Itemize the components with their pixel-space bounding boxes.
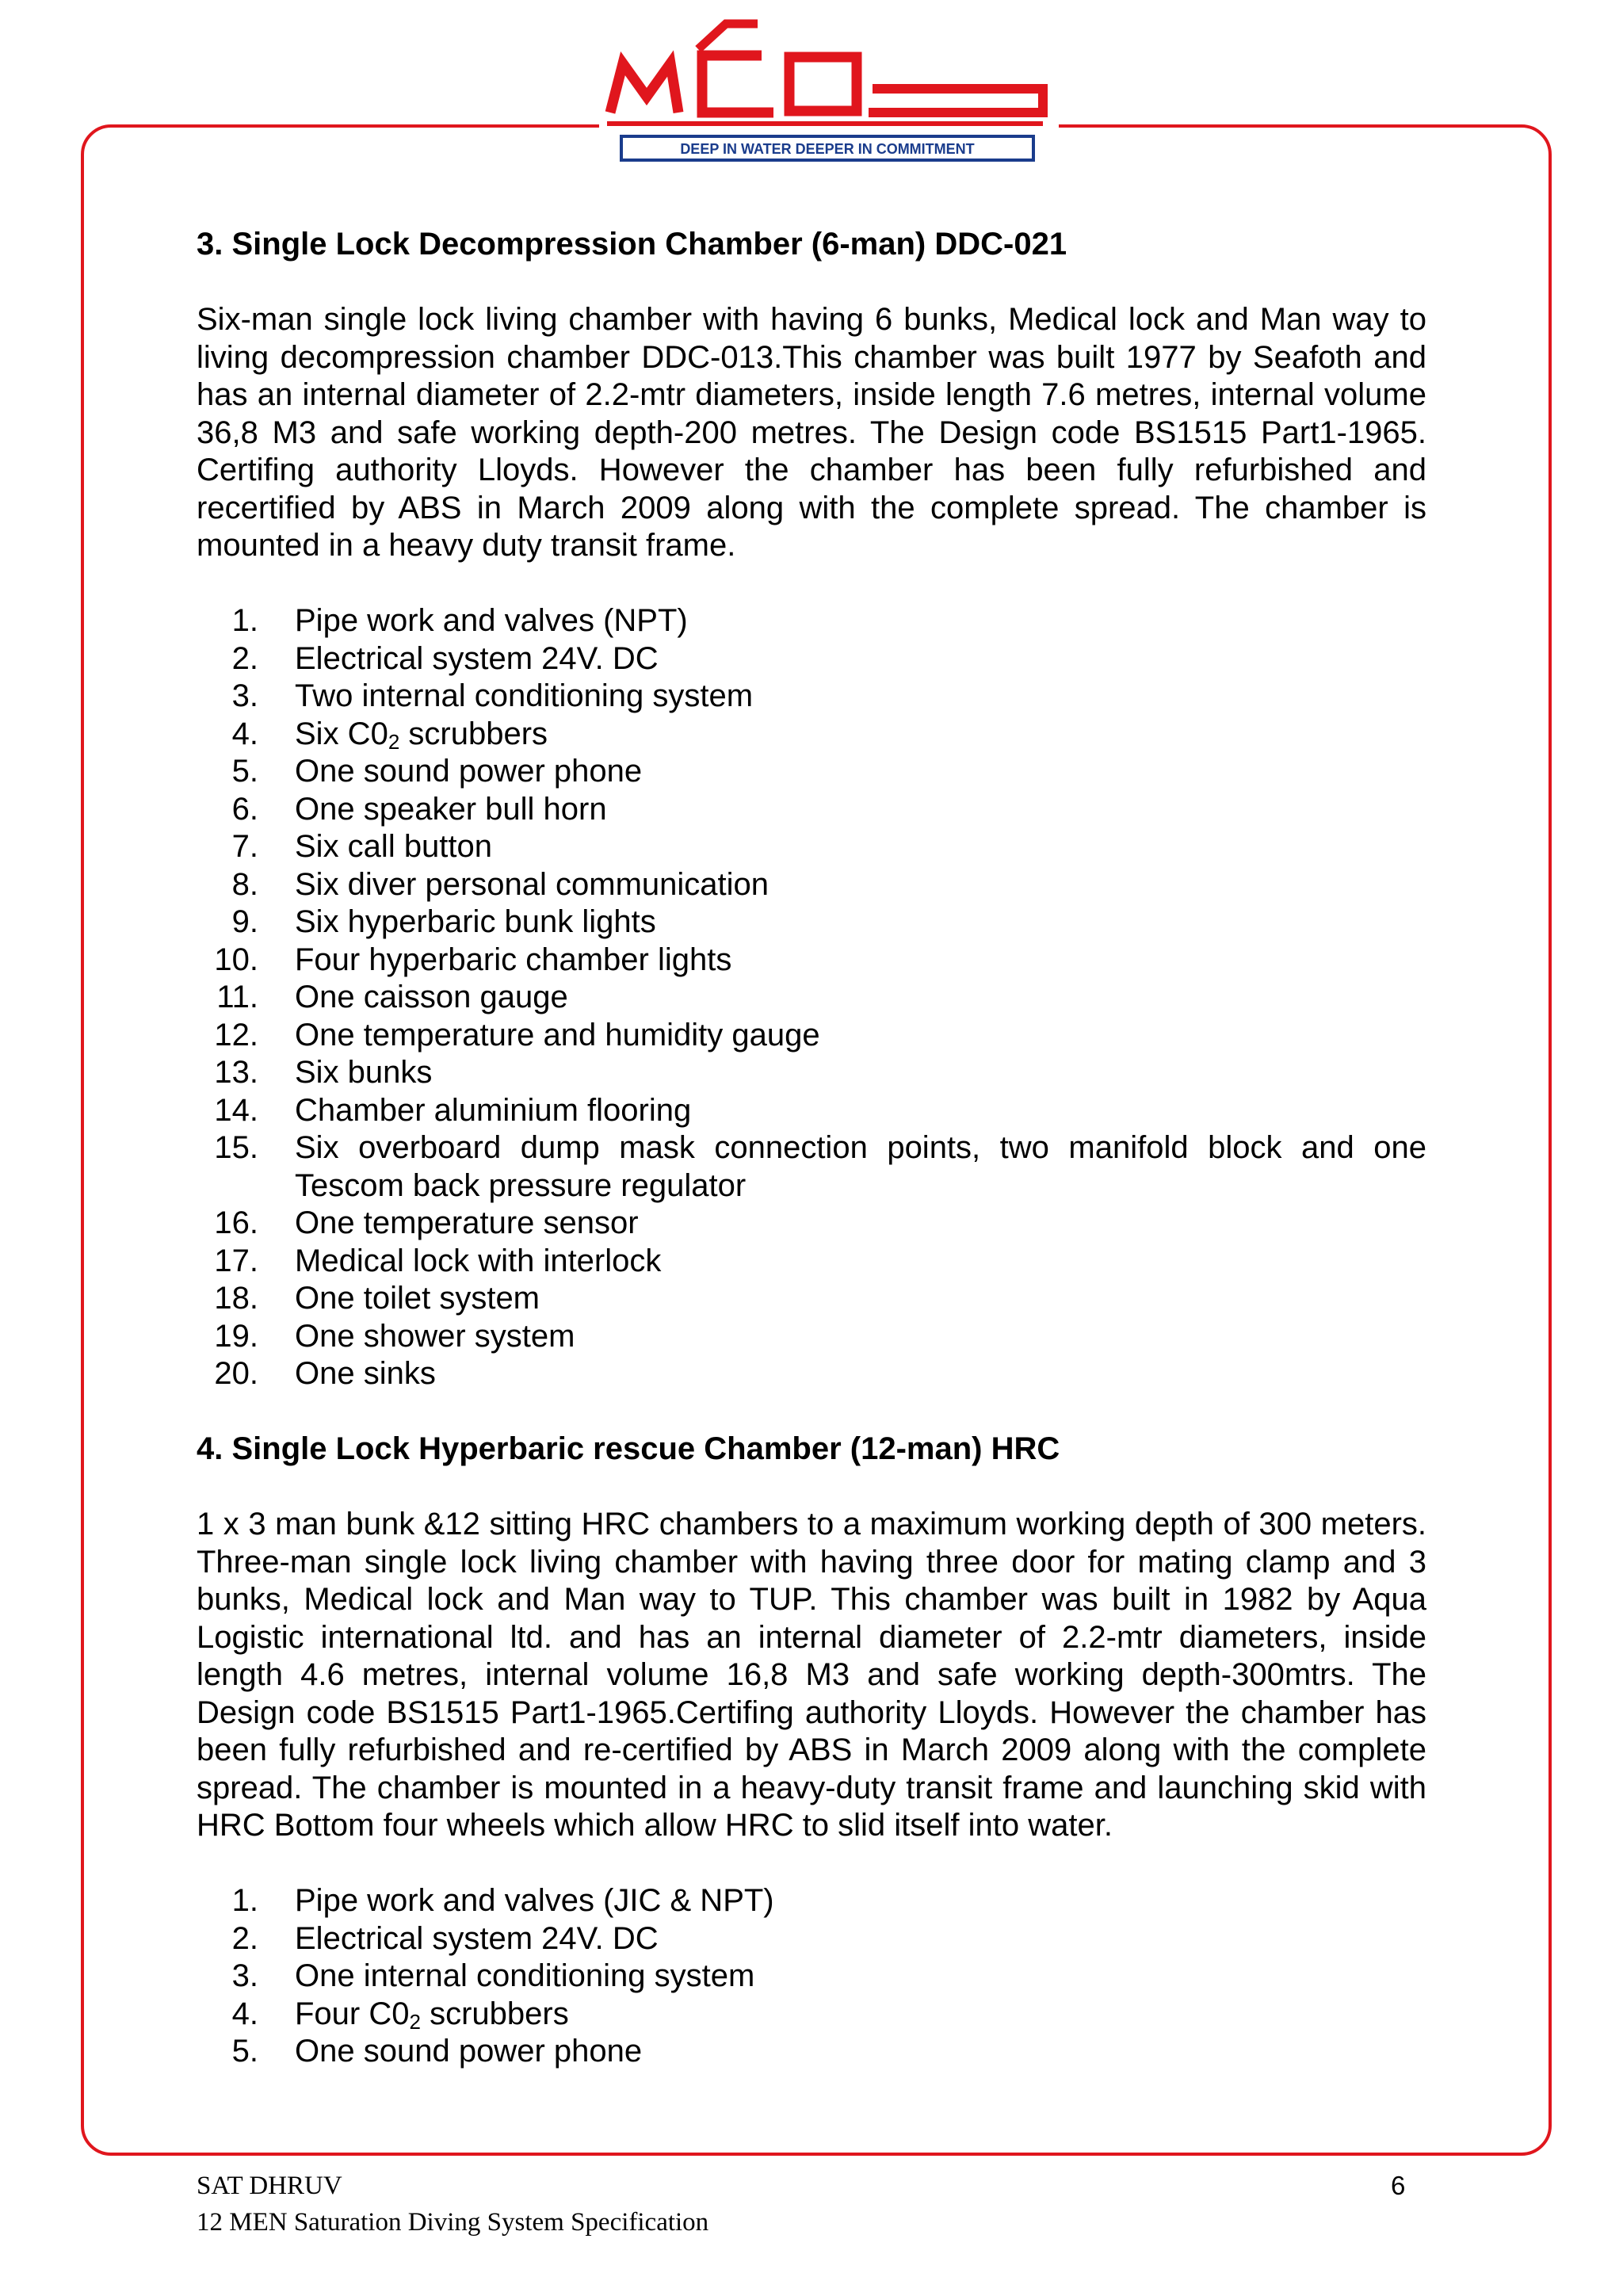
- list-item-number: 13.: [214, 1055, 258, 1090]
- list-item-number: 7.: [231, 829, 258, 864]
- list-item-number: 3.: [231, 678, 258, 713]
- list-item: [197, 1996, 1426, 2034]
- section4-paragraph: 1 x 3 man bunk &12 sitting HRC chambers to a maximum working depth of 300 meters. Three-man single lock living chamber with having three door for mating clamp and 3 bunks, Medical lock and Man way to TUP. This chamber was built in 1982 by Aqua Logistic international ltd. and has an internal diameter of 2.2-mtr diameters, inside length 4.6 metres, internal volume 16,8 M3 and safe working depth-300mtrs. The Design code BS1515 Part1-1965.Certifing authority Lloyds. However the chamber has been fully refurbished and re-certified by ABS in March 2009 along with the complete spread. The chamber is mounted in a heavy-duty transit frame and launching skid with HRC Bottom four wheels which allow HRC to slid itself into water.: [197, 1507, 1426, 1843]
- page-number: 6: [1391, 2171, 1406, 2200]
- list-item-number: 2.: [231, 640, 258, 676]
- list-item-text: Two internal conditioning system: [295, 678, 754, 713]
- list-item: [197, 678, 1426, 716]
- list-item-text: Six diver personal communication: [295, 866, 769, 902]
- footer-title: SAT DHRUV: [197, 2172, 342, 2200]
- list-item: [197, 2033, 1426, 2071]
- list-item: [197, 828, 1426, 866]
- list-item-text: Pipe work and valves (NPT): [295, 603, 688, 638]
- list-item: [197, 1355, 1426, 1393]
- list-item-text: One temperature and humidity gauge: [295, 1017, 820, 1052]
- document-body: [197, 226, 1426, 2071]
- list-item-text: One speaker bull horn: [295, 791, 607, 827]
- list-item-text: Four hyperbaric chamber lights: [295, 942, 732, 977]
- list-item: [197, 942, 1426, 980]
- list-item: [197, 1882, 1426, 1920]
- list-item: [197, 1920, 1426, 1958]
- list-item-number: 1.: [231, 1883, 258, 1918]
- footer-subtitle: 12 MEN Saturation Diving System Specification: [197, 2208, 709, 2237]
- list-item-text: Six call button: [295, 829, 493, 864]
- list-item-number: 16.: [214, 1205, 258, 1240]
- list-item: [197, 866, 1426, 904]
- list-item-text: One toilet system: [295, 1281, 540, 1316]
- list-item-number: 12.: [214, 1017, 258, 1052]
- list-item-text: Six overboard dump mask connection points, two manifold block and one Tescom back pressure regulator: [295, 1130, 1426, 1203]
- section3-item-list: [197, 602, 1426, 1393]
- list-item: [197, 640, 1426, 678]
- list-item: [197, 1054, 1426, 1092]
- list-item: [197, 1017, 1426, 1055]
- list-item: [197, 716, 1426, 754]
- list-item: [197, 1958, 1426, 1996]
- list-item-text: One sound power phone: [295, 754, 643, 789]
- list-item-number: 15.: [214, 1130, 258, 1165]
- list-item-number: 3.: [231, 1958, 258, 1993]
- list-item-number: 1.: [231, 603, 258, 638]
- list-item-text: One caisson gauge: [295, 980, 568, 1014]
- list-item-text: Six bunks: [295, 1055, 433, 1090]
- list-item-number: 14.: [214, 1092, 258, 1128]
- logo-tagline: DEEP IN WATER DEEPER IN COMMITMENT: [680, 141, 975, 157]
- section3-heading: 3. Single Lock Decompression Chamber (6-man) DDC-021: [197, 227, 1067, 262]
- list-item-text: One internal conditioning system: [295, 1958, 755, 1993]
- mcd-logo-icon: [599, 17, 1059, 168]
- list-item-text: Pipe work and valves (JIC & NPT): [295, 1883, 774, 1918]
- list-item: [197, 1205, 1426, 1243]
- list-item-number: 17.: [214, 1243, 258, 1278]
- list-item-text: Six hyperbaric bunk lights: [295, 904, 656, 939]
- list-item-text: Electrical system 24V. DC: [295, 640, 659, 676]
- list-item: [197, 979, 1426, 1017]
- list-item: [197, 1318, 1426, 1356]
- list-item-number: 19.: [214, 1318, 258, 1354]
- list-item-number: 20.: [214, 1356, 258, 1391]
- list-item-number: 5.: [231, 754, 258, 789]
- list-item-number: 18.: [214, 1281, 258, 1316]
- list-item: [197, 1280, 1426, 1318]
- list-item: [197, 1092, 1426, 1130]
- list-item-text: Six $C0_2$ scrubbers: [295, 716, 548, 754]
- list-item: [197, 904, 1426, 942]
- list-item-text: Electrical system 24V. DC: [295, 1920, 659, 1956]
- list-item-number: 2.: [231, 1920, 258, 1956]
- list-item: [197, 1129, 1426, 1205]
- list-item-number: 4.: [231, 716, 258, 751]
- list-item-text: One temperature sensor: [295, 1205, 639, 1240]
- list-item: [197, 1243, 1426, 1281]
- list-item-number: 11.: [216, 980, 258, 1014]
- section3-paragraph: Six-man single lock living chamber with having 6 bunks, Medical lock and Man way to living decompression chamber DDC-013.This chamber was built 1977 by Seafoth and has an internal diameter of 2.2-mtr diameters, inside length 7.6 metres, internal volume 36,8 M3 and safe working depth-200 metres. The Design code BS1515 Part1-1965. Certifing authority Lloyds. However the chamber has been fully refurbished and recertified by ABS in March 2009 along with the complete spread. The chamber is mounted in a heavy duty transit frame.: [197, 302, 1426, 563]
- list-item: [197, 602, 1426, 640]
- list-item-text: One shower system: [295, 1318, 575, 1354]
- list-item-number: 4.: [231, 1996, 258, 2031]
- footer: [197, 2168, 708, 2241]
- list-item-number: 5.: [231, 2034, 258, 2069]
- list-item: [197, 753, 1426, 791]
- list-item-number: 8.: [231, 866, 258, 902]
- list-item-number: 6.: [231, 791, 258, 827]
- list-item-text: One sound power phone: [295, 2034, 643, 2069]
- list-item-text: Medical lock with interlock: [295, 1243, 662, 1278]
- list-item-number: 9.: [231, 904, 258, 939]
- list-item-text: Four $C0_2$ scrubbers: [295, 1996, 569, 2034]
- list-item-text: One sinks: [295, 1356, 436, 1391]
- list-item: [197, 791, 1426, 829]
- company-logo: [599, 17, 1059, 168]
- section4-item-list: [197, 1882, 1426, 2071]
- section4-heading: 4. Single Lock Hyperbaric rescue Chamber (12-man) HRC: [197, 1431, 1060, 1466]
- list-item-number: 10.: [214, 942, 258, 977]
- list-item-text: Chamber aluminium flooring: [295, 1092, 692, 1128]
